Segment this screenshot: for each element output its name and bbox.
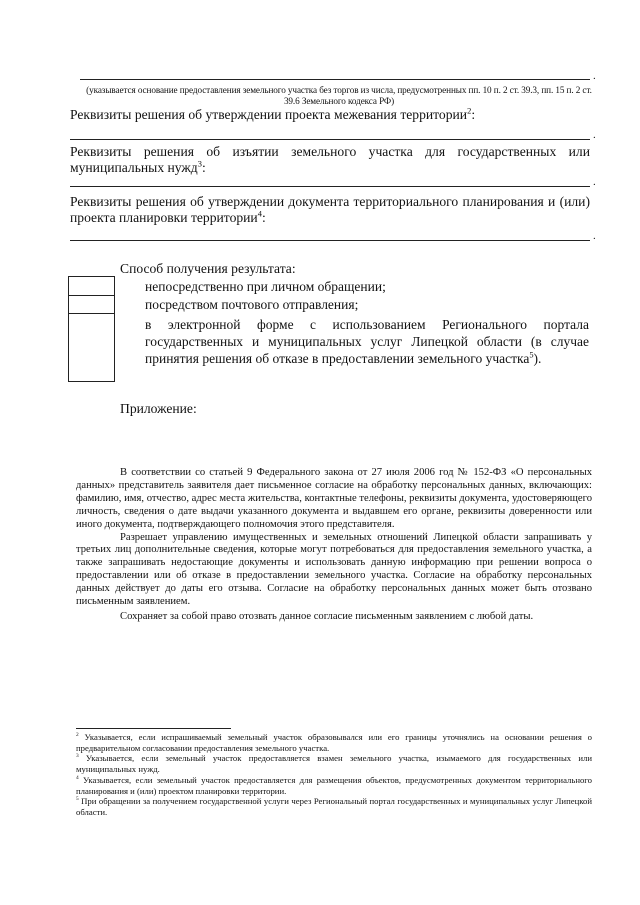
delivery-option-electronic-text: в электронной форме с использованием Регионального портала государственных и муниципальных услуг Липецкой области (в случае принятия решения об отказе в предоставлении земельного участка [145, 317, 589, 366]
line-end-dot: . [593, 176, 596, 188]
delivery-checkbox-post[interactable] [68, 294, 115, 314]
seizure-field: Реквизиты решения об изъятии земельного участка для государственных или муниципальных нужд$^3$: [70, 144, 590, 175]
consent-block [76, 467, 592, 624]
attachment-heading: Приложение: [120, 401, 197, 416]
basis-fill-line [80, 79, 590, 80]
survey-project-field: Реквизиты решения об утверждении проекта межевания территории$^2$: [70, 105, 476, 122]
footnotes [76, 732, 592, 818]
line-end-dot: . [593, 230, 596, 242]
line-end-dot: . [593, 129, 596, 141]
delivery-checkbox-in-person[interactable] [68, 276, 115, 296]
footnote-mark: 2 [76, 732, 79, 739]
footnote-ref: 5 [529, 350, 534, 360]
line-end-dot: . [593, 70, 596, 82]
footnote-ref: 3 [197, 158, 202, 169]
footnote-mark: 4 [76, 774, 79, 781]
basis-hint-note [78, 85, 600, 107]
planning-doc-field: Реквизиты решения об утверждении документа территориального планирования и (или) проекта планировки территории$^4$: [70, 194, 590, 225]
footnote-ref: 2 [467, 105, 472, 116]
seizure-label: Реквизиты решения об изъятии земельного участка для государственных или муниципальных нужд [70, 144, 590, 175]
footnote: $^5$ При обращении за получением государственной услуги через Региональный портал государственных и муниципальных услуг Липецкой области. [76, 796, 592, 817]
delivery-checkbox-electronic[interactable] [68, 313, 115, 382]
footnote-ref: 4 [257, 208, 262, 219]
delivery-option-in-person: непосредственно при личном обращении; [145, 279, 386, 294]
survey-project-fill-line[interactable] [70, 139, 590, 140]
delivery-heading: Способ получения результата: [120, 261, 296, 276]
planning-doc-fill-line[interactable] [70, 240, 590, 241]
basis-hint-text: (указывается основание предоставления земельного участка без торгов из числа, предусмотренных пп. 10 п. 2 ст. 39.3, пп. 15 п. 2 ст. 39.6 Земельного кодекса РФ) [86, 85, 592, 106]
footnote-mark: 3 [76, 753, 79, 760]
consent-paragraph: В соответствии со статьей 9 Федерального закона от 27 июля 2006 год № 152-ФЗ «О персональных данных» представитель заявителя дает письменное согласие на обработку персональных данных, включающих: фамилию, имя, отчество, адрес места жительства, контактные телефоны, реквизиты документа, удостоверяющего личность, сведения о дате выдачи указанного документа и выдавшем его органе, реквизиты доверенности или иного документа, подтверждающего полномочия этого представителя. [76, 467, 592, 530]
footnote: $^2$ Указывается, если испрашиваемый земельный участок образовывался или его границы уточнялись на основании решения о предварительном согласовании предоставления земельного участка. [76, 732, 592, 753]
consent-paragraph: Разрешает управлению имущественных и земельных отношений Липецкой области запрашивать у третьих лиц дополнительные сведения, которые могут потребоваться для предоставления земельного участка, а также запрашивать недостающие документы и использовать данную информацию при решении вопроса о предоставлении или об отказе в предоставлении земельного участка. Согласие на обработку персональных данных действует до даты его отзыва. Согласие на обработку персональных данных может быть отозвано письменным заявлением. [76, 531, 592, 608]
consent-paragraph: Сохраняет за собой право отозвать данное согласие письменным заявлением с любой даты. [120, 610, 534, 622]
footnote-mark: 5 [76, 796, 79, 803]
footnote: $^3$ Указывается, если земельный участок предоставляется взамен земельного участка, изымаемого для государственных или муниципальных нужд. [76, 753, 592, 775]
planning-doc-label: Реквизиты решения об утверждении документа территориального планирования и (или) проекта планировки территории [70, 194, 590, 225]
seizure-fill-line[interactable] [70, 186, 590, 187]
footnote: $^4$ Указывается, если земельный участок предоставляется для размещения объектов, предусмотренных документом территориального планирования и (или) проектом планировки территории. [76, 774, 592, 796]
survey-project-label: Реквизиты решения об утверждении проекта межевания территории [70, 107, 468, 122]
delivery-option-post: посредством почтового отправления; [145, 297, 359, 312]
delivery-option-electronic: в электронной форме с использованием Регионального портала государственных и муниципальных услуг Липецкой области (в случае принятия решения об отказе в предоставлении земельного участка$^5$). [145, 317, 589, 366]
footnote-separator [76, 728, 231, 729]
